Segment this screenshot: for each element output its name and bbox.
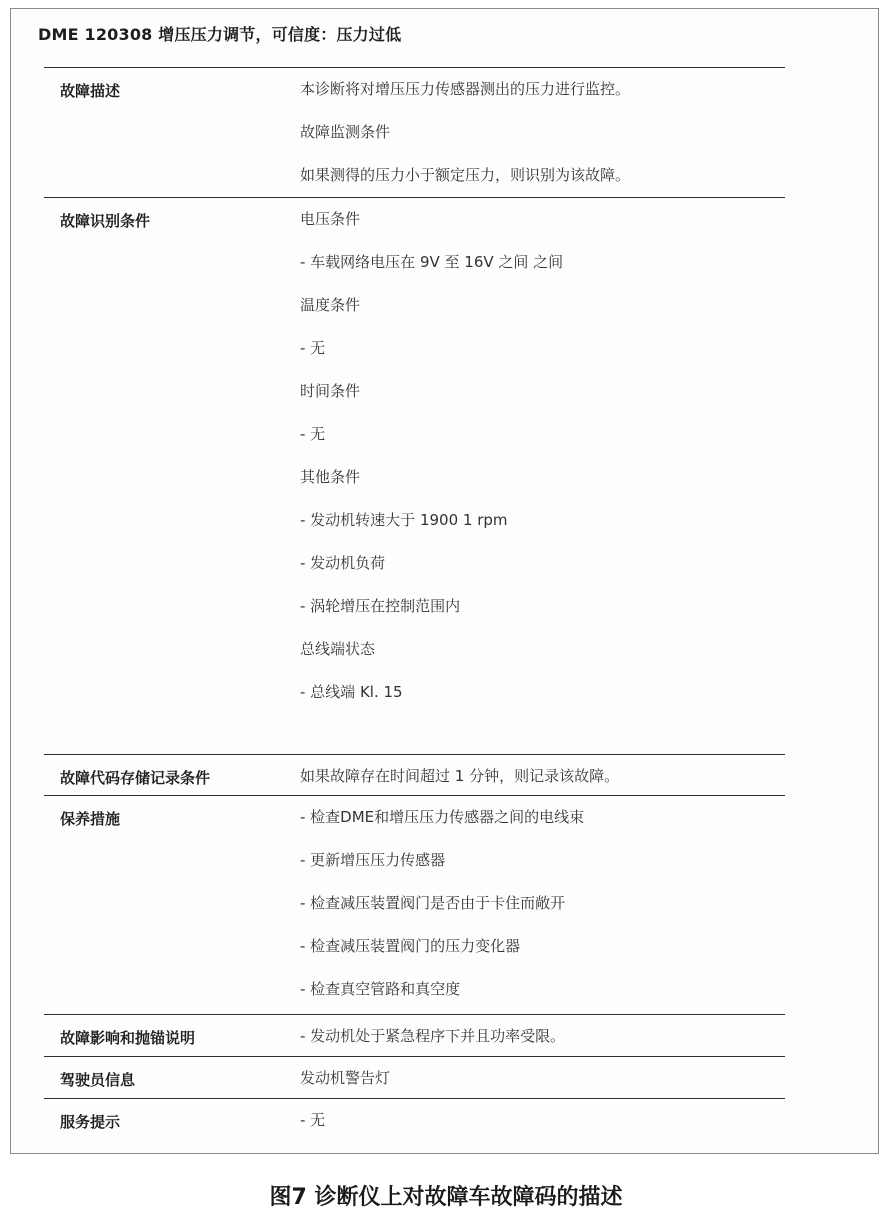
section-fault-detection-conditions: [44, 197, 785, 754]
section-line: - 检查减压装置阀门是否由于卡住而敞开: [300, 894, 566, 912]
section-line: - 总线端 Kl. 15: [300, 683, 403, 701]
section-label: 驾驶员信息: [60, 1071, 136, 1089]
section-line: 温度条件: [300, 296, 361, 314]
section-line: - 发动机负荷: [300, 554, 386, 572]
fault-description-table: [44, 67, 785, 1139]
section-service-measures: [44, 795, 785, 1014]
section-line: - 检查DME和增压压力传感器之间的电线束: [300, 808, 585, 826]
section-line: 发动机警告灯: [300, 1069, 391, 1087]
section-line: - 发动机转速大于 1900 1 rpm: [300, 511, 508, 529]
section-fault-impact: [44, 1014, 785, 1056]
section-line: - 无: [300, 425, 326, 443]
section-line: 时间条件: [300, 382, 361, 400]
section-fault-description: [44, 67, 785, 197]
section-fault-code-storage-conditions: [44, 754, 785, 795]
section-line: - 车载网络电压在 9V 至 16V 之间 之间: [300, 253, 564, 271]
section-service-notes: [44, 1098, 785, 1139]
section-line: - 无: [300, 339, 326, 357]
section-label: 服务提示: [60, 1113, 121, 1131]
section-line: - 检查真空管路和真空度: [300, 980, 461, 998]
section-line: 故障监测条件: [300, 123, 391, 141]
section-line: 如果测得的压力小于额定压力，则识别为该故障。: [300, 166, 631, 184]
section-label: 保养措施: [60, 810, 121, 828]
section-line: - 更新增压压力传感器: [300, 851, 446, 869]
section-line: - 涡轮增压在控制范围内: [300, 597, 461, 615]
section-label: 故障代码存储记录条件: [60, 769, 211, 787]
section-line: 其他条件: [300, 468, 361, 486]
section-line: 本诊断将对增压压力传感器测出的压力进行监控。: [300, 80, 631, 98]
section-line: - 检查减压装置阀门的压力变化器: [300, 937, 521, 955]
section-label: 故障描述: [60, 82, 121, 100]
section-line: 电压条件: [300, 210, 361, 228]
section-line: 如果故障存在时间超过 1 分钟，则记录该故障。: [300, 767, 620, 785]
section-line: 总线端状态: [300, 640, 376, 658]
section-line: - 无: [300, 1111, 326, 1129]
document-title: DME 120308 增压压力调节，可信度：压力过低: [38, 25, 402, 44]
section-label: 故障识别条件: [60, 212, 151, 230]
section-driver-information: [44, 1056, 785, 1098]
section-line: - 发动机处于紧急程序下并且功率受限。: [300, 1027, 566, 1045]
figure-caption: 图7 诊断仪上对故障车故障码的描述: [269, 1185, 623, 1210]
section-label: 故障影响和抛锚说明: [60, 1029, 196, 1047]
